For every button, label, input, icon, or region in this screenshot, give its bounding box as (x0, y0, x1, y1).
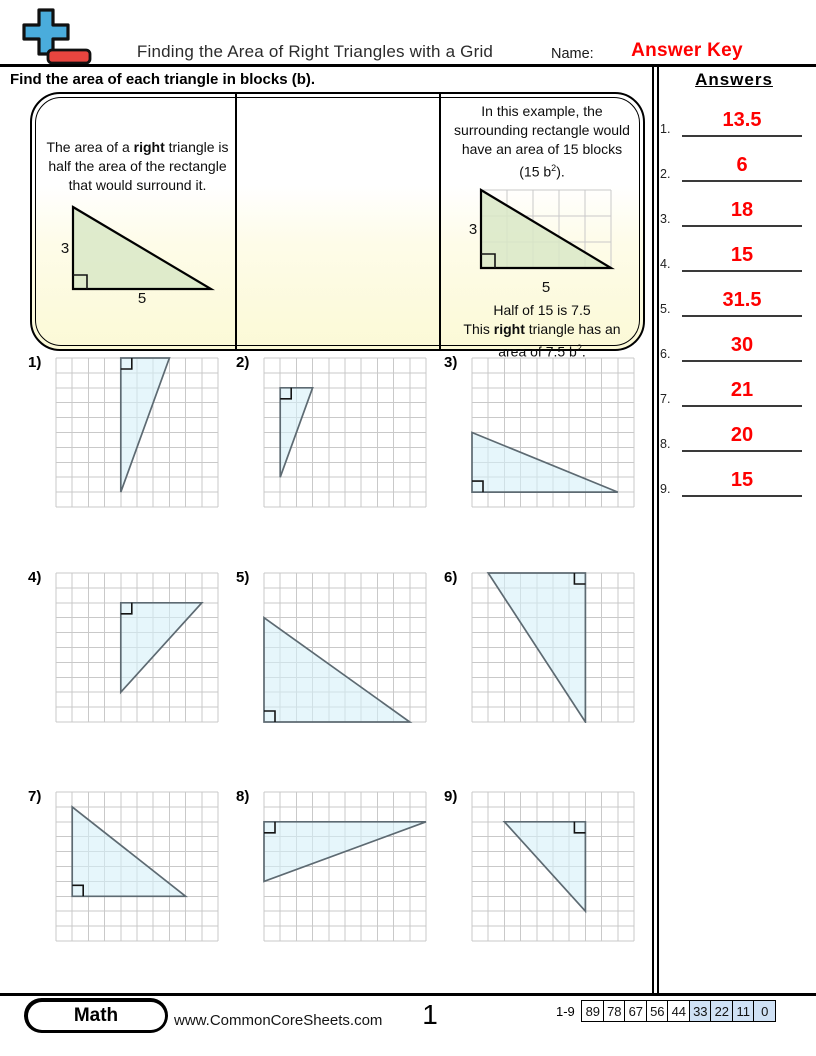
answer-number: 9. (660, 482, 671, 496)
problem-label: 1) (28, 354, 42, 371)
answer-value: 31.5 (682, 289, 802, 317)
answer-value: 30 (682, 334, 802, 362)
score-cell: 33 (689, 1000, 712, 1022)
score-cell: 44 (667, 1000, 690, 1022)
footer-rule (0, 993, 816, 996)
answer-item (658, 375, 808, 407)
answer-number: 3. (660, 212, 671, 226)
svg-text:3: 3 (468, 220, 478, 238)
page-title: Finding the Area of Right Triangles with a Grid (136, 42, 494, 61)
answer-number: 2. (660, 167, 671, 181)
svg-text:5: 5 (137, 290, 146, 305)
example-cell-left (40, 94, 235, 349)
problem-label: 4) (28, 569, 42, 586)
example-left-text (40, 138, 235, 195)
answer-key-label: Answer Key (631, 40, 743, 61)
example-cell-middle (237, 94, 439, 349)
answer-value: 15 (682, 244, 802, 272)
answer-item (658, 195, 808, 227)
score-range-label: 1-9 (556, 1003, 575, 1019)
answers-title: Answers (695, 70, 773, 89)
svg-text:5: 5 (541, 278, 551, 294)
example-line: Half of 15 is 7.5 (493, 301, 591, 318)
website-text: www.CommonCoreSheets.com (174, 1012, 383, 1029)
name-label: Name: (551, 46, 594, 62)
score-cell: 67 (624, 1000, 647, 1022)
score-cell: 89 (581, 1000, 604, 1022)
header-rule (0, 64, 816, 67)
example-line: have an area of 15 blocks (461, 141, 623, 157)
answer-number: 1. (660, 122, 671, 136)
answer-number: 4. (660, 257, 671, 271)
example-right-intro-text (441, 102, 643, 182)
problem-grid-svg (471, 572, 635, 723)
example-right-outro-text (441, 301, 643, 362)
example-line: area of 7.5 $b^2$. (498, 342, 586, 360)
problem-label: 2) (236, 354, 250, 371)
answer-value: 15 (682, 469, 802, 497)
svg-text:3: 3 (60, 240, 69, 257)
example-line: surrounding rectangle would (454, 122, 630, 138)
plus-minus-logo-icon (12, 6, 96, 66)
example-line: half the area of the rectangle (48, 158, 227, 174)
answer-item (658, 240, 808, 272)
example-right-triangle (441, 184, 643, 299)
answer-value: 21 (682, 379, 802, 407)
problem-label: 9) (444, 788, 458, 805)
example-left-triangle (40, 201, 235, 310)
problem-label: 7) (28, 788, 42, 805)
score-cell: 56 (646, 1000, 669, 1022)
answer-item (658, 150, 808, 182)
answer-number: 5. (660, 302, 671, 316)
score-cell: 78 (603, 1000, 626, 1022)
problem-grid-svg (471, 791, 635, 942)
problem-label: 8) (236, 788, 250, 805)
example-line: In this example, the (481, 103, 603, 119)
problem-grid-svg (471, 357, 635, 508)
answer-value: 13.5 (682, 109, 802, 137)
example-line: The area of a right triangle is (46, 139, 229, 155)
score-cell: 0 (753, 1000, 776, 1022)
subject-badge (24, 998, 168, 1033)
score-cells (583, 1000, 777, 1022)
answer-item (658, 285, 808, 317)
example-cell-right (441, 94, 643, 360)
score-cell: 11 (732, 1000, 755, 1022)
answer-value: 18 (682, 199, 802, 227)
score-cell: 22 (710, 1000, 733, 1022)
problem-grid-svg (263, 572, 427, 723)
problem-label: 5) (236, 569, 250, 586)
problem-grid-svg (55, 357, 219, 508)
answer-number: 6. (660, 347, 671, 361)
answer-item (658, 420, 808, 452)
problem-label: 6) (444, 569, 458, 586)
score-bar (556, 1000, 776, 1022)
answer-number: 8. (660, 437, 671, 451)
answer-value: 6 (682, 154, 802, 182)
problem-label: 3) (444, 354, 458, 371)
problem-grid-svg (263, 357, 427, 508)
problem-grid-svg (263, 791, 427, 942)
instruction-text: Find the area of each triangle in blocks (b). (10, 71, 316, 88)
example-line: that would surround it. (68, 177, 207, 193)
page-number: 1 (422, 999, 438, 1030)
answer-item (658, 330, 808, 362)
answer-value: 20 (682, 424, 802, 452)
example-line: (15 $b^2$). (519, 163, 565, 180)
answer-item (658, 105, 808, 137)
problem-grid-svg (55, 572, 219, 723)
example-box (30, 92, 645, 360)
answer-number: 7. (660, 392, 671, 406)
answer-item (658, 465, 808, 497)
problem-grid-svg (55, 791, 219, 942)
example-line: This right triangle has an (463, 320, 621, 337)
subject-badge-label: Math (28, 1002, 165, 1030)
